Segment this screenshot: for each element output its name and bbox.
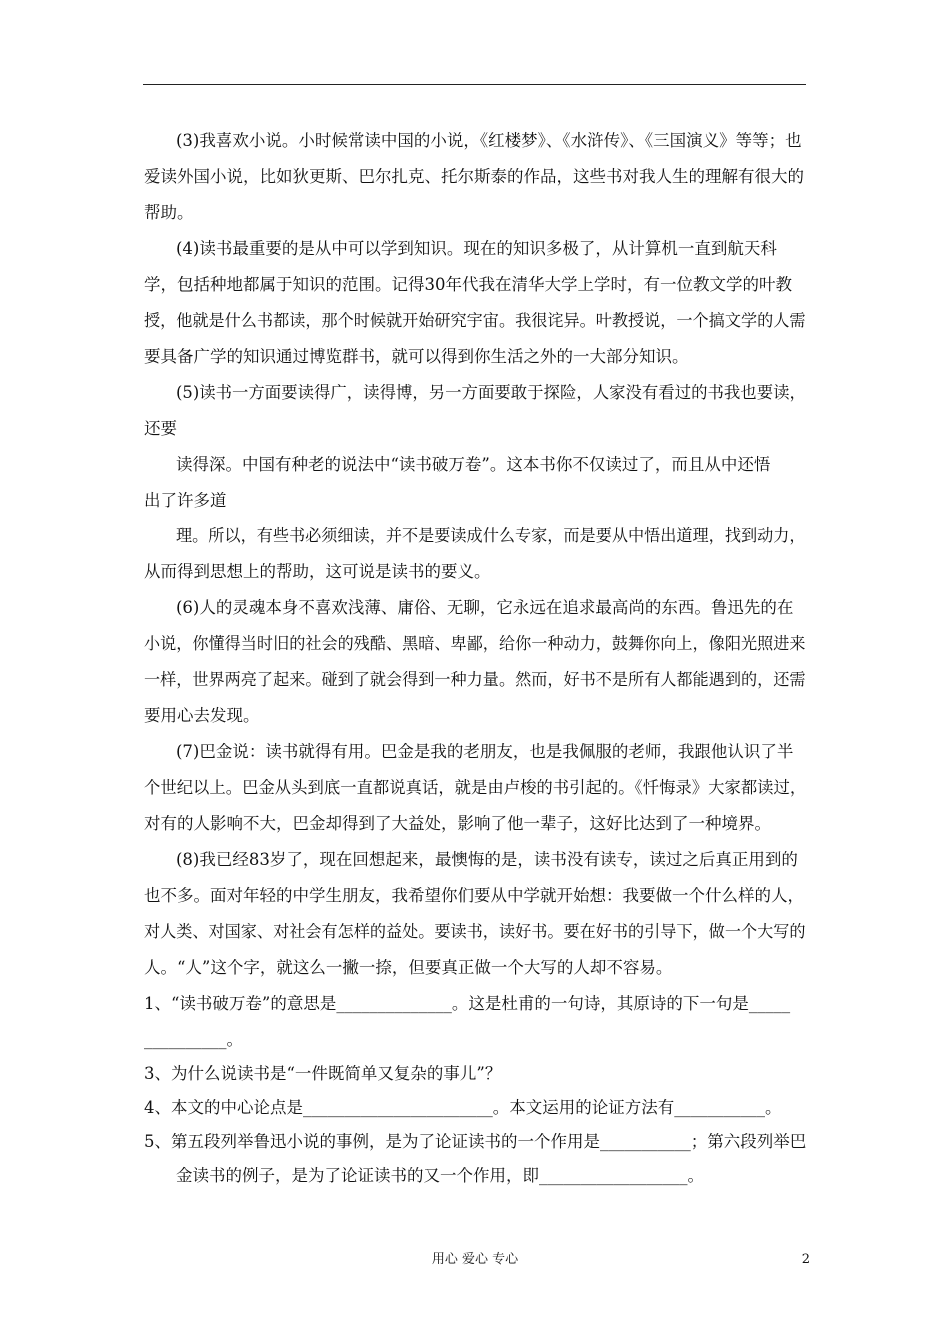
question-1-line-2: __________。	[144, 1030, 243, 1049]
paragraph-5-line-6: 从而得到思想上的帮助，这可说是读书的要义。	[144, 562, 491, 581]
paragraph-5-line-1: (5)读书一方面要读得广，读得博，另一方面要敢于探险，人家没有看过的书我也要读，	[176, 383, 806, 402]
paragraph-7-line-3: 对有的人影响不大，巴金却得到了大益处，影响了他一辈子，这好比达到了一种境界。	[144, 814, 771, 833]
question-4: 4、本文的中心论点是_______________________。本文运用的论证方法有___________。	[144, 1098, 782, 1117]
question-5-line-1: 5、第五段列举鲁迅小说的事例，是为了论证读书的一个作用是___________；第六段列举巴	[144, 1132, 807, 1151]
paragraph-8-line-2: 也不多。面对年轻的中学生朋友，我希望你们要从中学就开始想：我要做一个什么样的人，	[144, 886, 804, 905]
paragraph-6-line-4: 要用心去发现。	[144, 706, 260, 725]
paragraph-4-line-4: 要具备广学的知识通过博览群书，就可以得到你生活之外的一大部分知识。	[144, 347, 689, 366]
paragraph-6-line-2: 小说，你懂得当时旧的社会的残酷、黑暗、卑鄙，给你一种动力，鼓舞你向上，像阳光照进来	[144, 634, 806, 653]
paragraph-7-line-1: (7)巴金说：读书就得有用。巴金是我的老朋友，也是我佩服的老师，我跟他认识了半	[176, 742, 794, 761]
paragraph-5-line-3: 读得深。中国有种老的说法中“读书破万卷”。这本书你不仅读过了，而且从中还悟	[176, 455, 771, 474]
paragraph-6-line-3: 一样，世界两亮了起来。碰到了就会得到一种力量。然而，好书不是所有人都能遇到的，还需	[144, 670, 806, 689]
paragraph-3-line-1: (3)我喜欢小说。小时候常读中国的小说，《红楼梦》、《水浒传》、《三国演义》等等；也	[176, 131, 802, 150]
paragraph-4-line-3: 授，他就是什么书都读，那个时候就开始研究宇宙。我很诧异。叶教授说，一个搞文学的人需	[144, 311, 806, 330]
question-3: 3、为什么说读书是“一件既简单又复杂的事儿”？	[144, 1064, 502, 1083]
paragraph-7-line-2: 个世纪以上。巴金从头到底一直都说真话，就是由卢梭的书引起的。《忏悔录》大家都读过，	[144, 778, 807, 797]
paragraph-4-line-1: (4)读书最重要的是从中可以学到知识。现在的知识多极了，从计算机一直到航天科	[176, 239, 777, 258]
paragraph-5-line-2: 还要	[144, 419, 177, 438]
page-number: 2	[801, 1252, 810, 1267]
question-5-line-2: 金读书的例子，是为了论证读书的又一个作用，即__________________。	[176, 1166, 704, 1185]
paragraph-8-line-1: (8)我已经83岁了，现在回想起来，最懊悔的是，读书没有读专，读过之后真正用到的	[176, 850, 798, 869]
question-1-line-1: 1、“读书破万卷”的意思是______________。这是杜甫的一句诗，其原诗的下一句是_____	[144, 994, 791, 1013]
paragraph-8-line-3: 对人类、对国家、对社会有怎样的益处。要读书，读好书。要在好书的引导下，做一个大写的	[144, 922, 806, 941]
paragraph-3-line-3: 帮助。	[144, 203, 194, 222]
paragraph-6-line-1: (6)人的灵魂本身不喜欢浅薄、庸俗、无聊，它永远在追求最高尚的东西。鲁迅先的在	[176, 598, 794, 617]
paragraph-5-line-4: 出了许多道	[144, 491, 227, 510]
footer-motto: 用心 爱心 专心	[431, 1252, 519, 1267]
paragraph-4-line-2: 学，包括种地都属于知识的范围。记得30年代我在清华大学上学时，有一位教文学的叶教	[144, 275, 792, 294]
paragraph-8-line-4: 人。“人”这个字，就这么一撇一捺，但要真正做一个大写的人却不容易。	[144, 958, 673, 977]
paragraph-5-line-5: 理。所以，有些书必须细读，并不是要读成什么专家，而是要从中悟出道理，找到动力，	[176, 526, 806, 545]
paragraph-3-line-2: 爱读外国小说，比如狄更斯、巴尔扎克、托尔斯泰的作品，这些书对我人生的理解有很大的	[144, 167, 804, 186]
